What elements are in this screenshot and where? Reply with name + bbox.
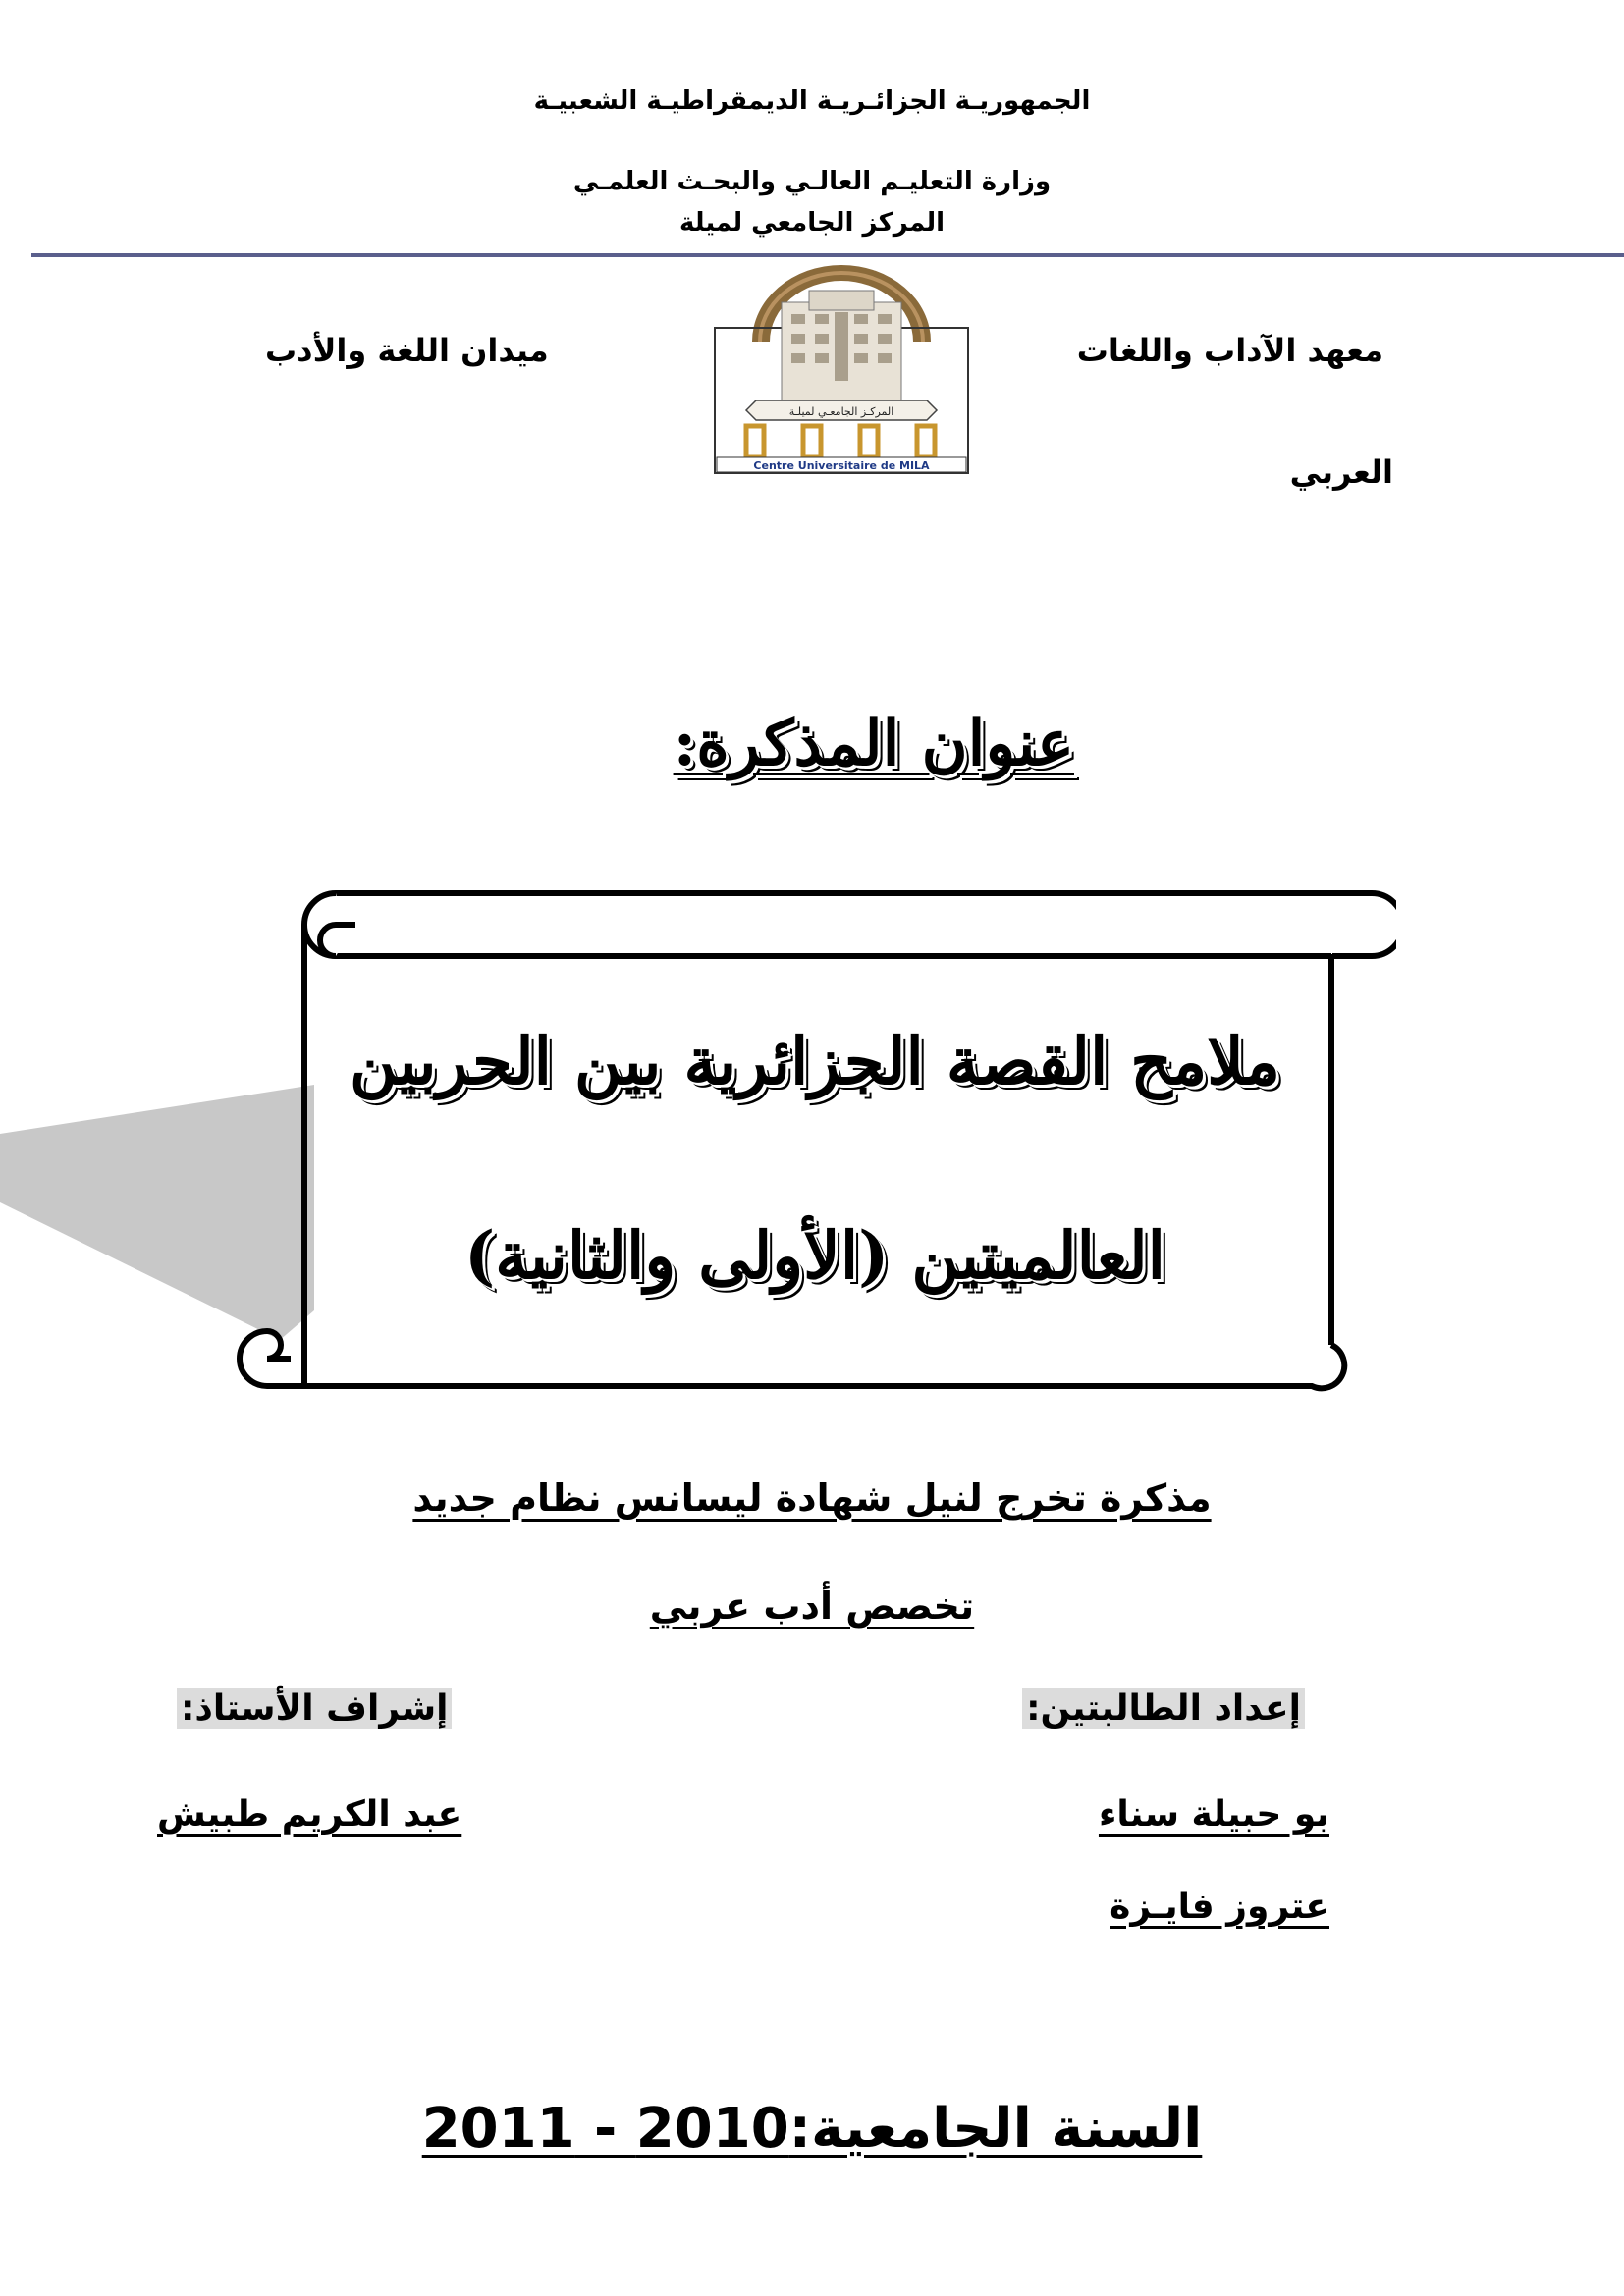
ministry-header: وزارة التعليـم العالـي والبحـث العلمـي — [572, 167, 1052, 196]
title-scroll-banner — [228, 883, 1396, 1394]
students-label: إعداد الطالبتين: — [1022, 1688, 1305, 1729]
specialty: تخصص أدب عربي — [649, 1584, 975, 1628]
institute-name-continued: العربي — [1289, 454, 1393, 491]
thesis-title-line-2: العالميتين (الأولى والثانية) — [463, 1217, 1166, 1294]
republic-header: الجمهوريـة الجزائـريـة الديمقراطيـة الشعبيـة — [533, 86, 1091, 116]
supervisor-name: عبد الكريم طبيش — [157, 1794, 462, 1835]
university-logo — [713, 263, 970, 475]
student-name-2: عتروز فايـزة — [1110, 1887, 1329, 1927]
student-name-1: بو حبيلة سناء — [1098, 1794, 1329, 1835]
thesis-title-line-1: ملامح القصة الجزائرية بين الحربين — [350, 1023, 1280, 1099]
supervisor-label: إشراف الأستاذ: — [177, 1688, 452, 1729]
field-name: ميدان اللغة والأدب — [265, 332, 549, 369]
logo-arabic-caption: المركـز الجامعـي لميلـة — [788, 405, 894, 418]
degree-statement: مذكرة تخرج لنيل شهادة ليسانس نظام جديد — [412, 1476, 1212, 1520]
thesis-title-label: عنوان المذكرة: — [673, 707, 1074, 780]
academic-year: السنة الجامعية:2010 - 2011 — [421, 2097, 1203, 2161]
header-divider — [31, 253, 1624, 257]
logo-french-caption: Centre Universitaire de MILA — [753, 459, 930, 472]
university-center-header: المركز الجامعي لميلة — [678, 208, 946, 238]
institute-name: معهد الآداب واللغات — [1076, 332, 1383, 369]
